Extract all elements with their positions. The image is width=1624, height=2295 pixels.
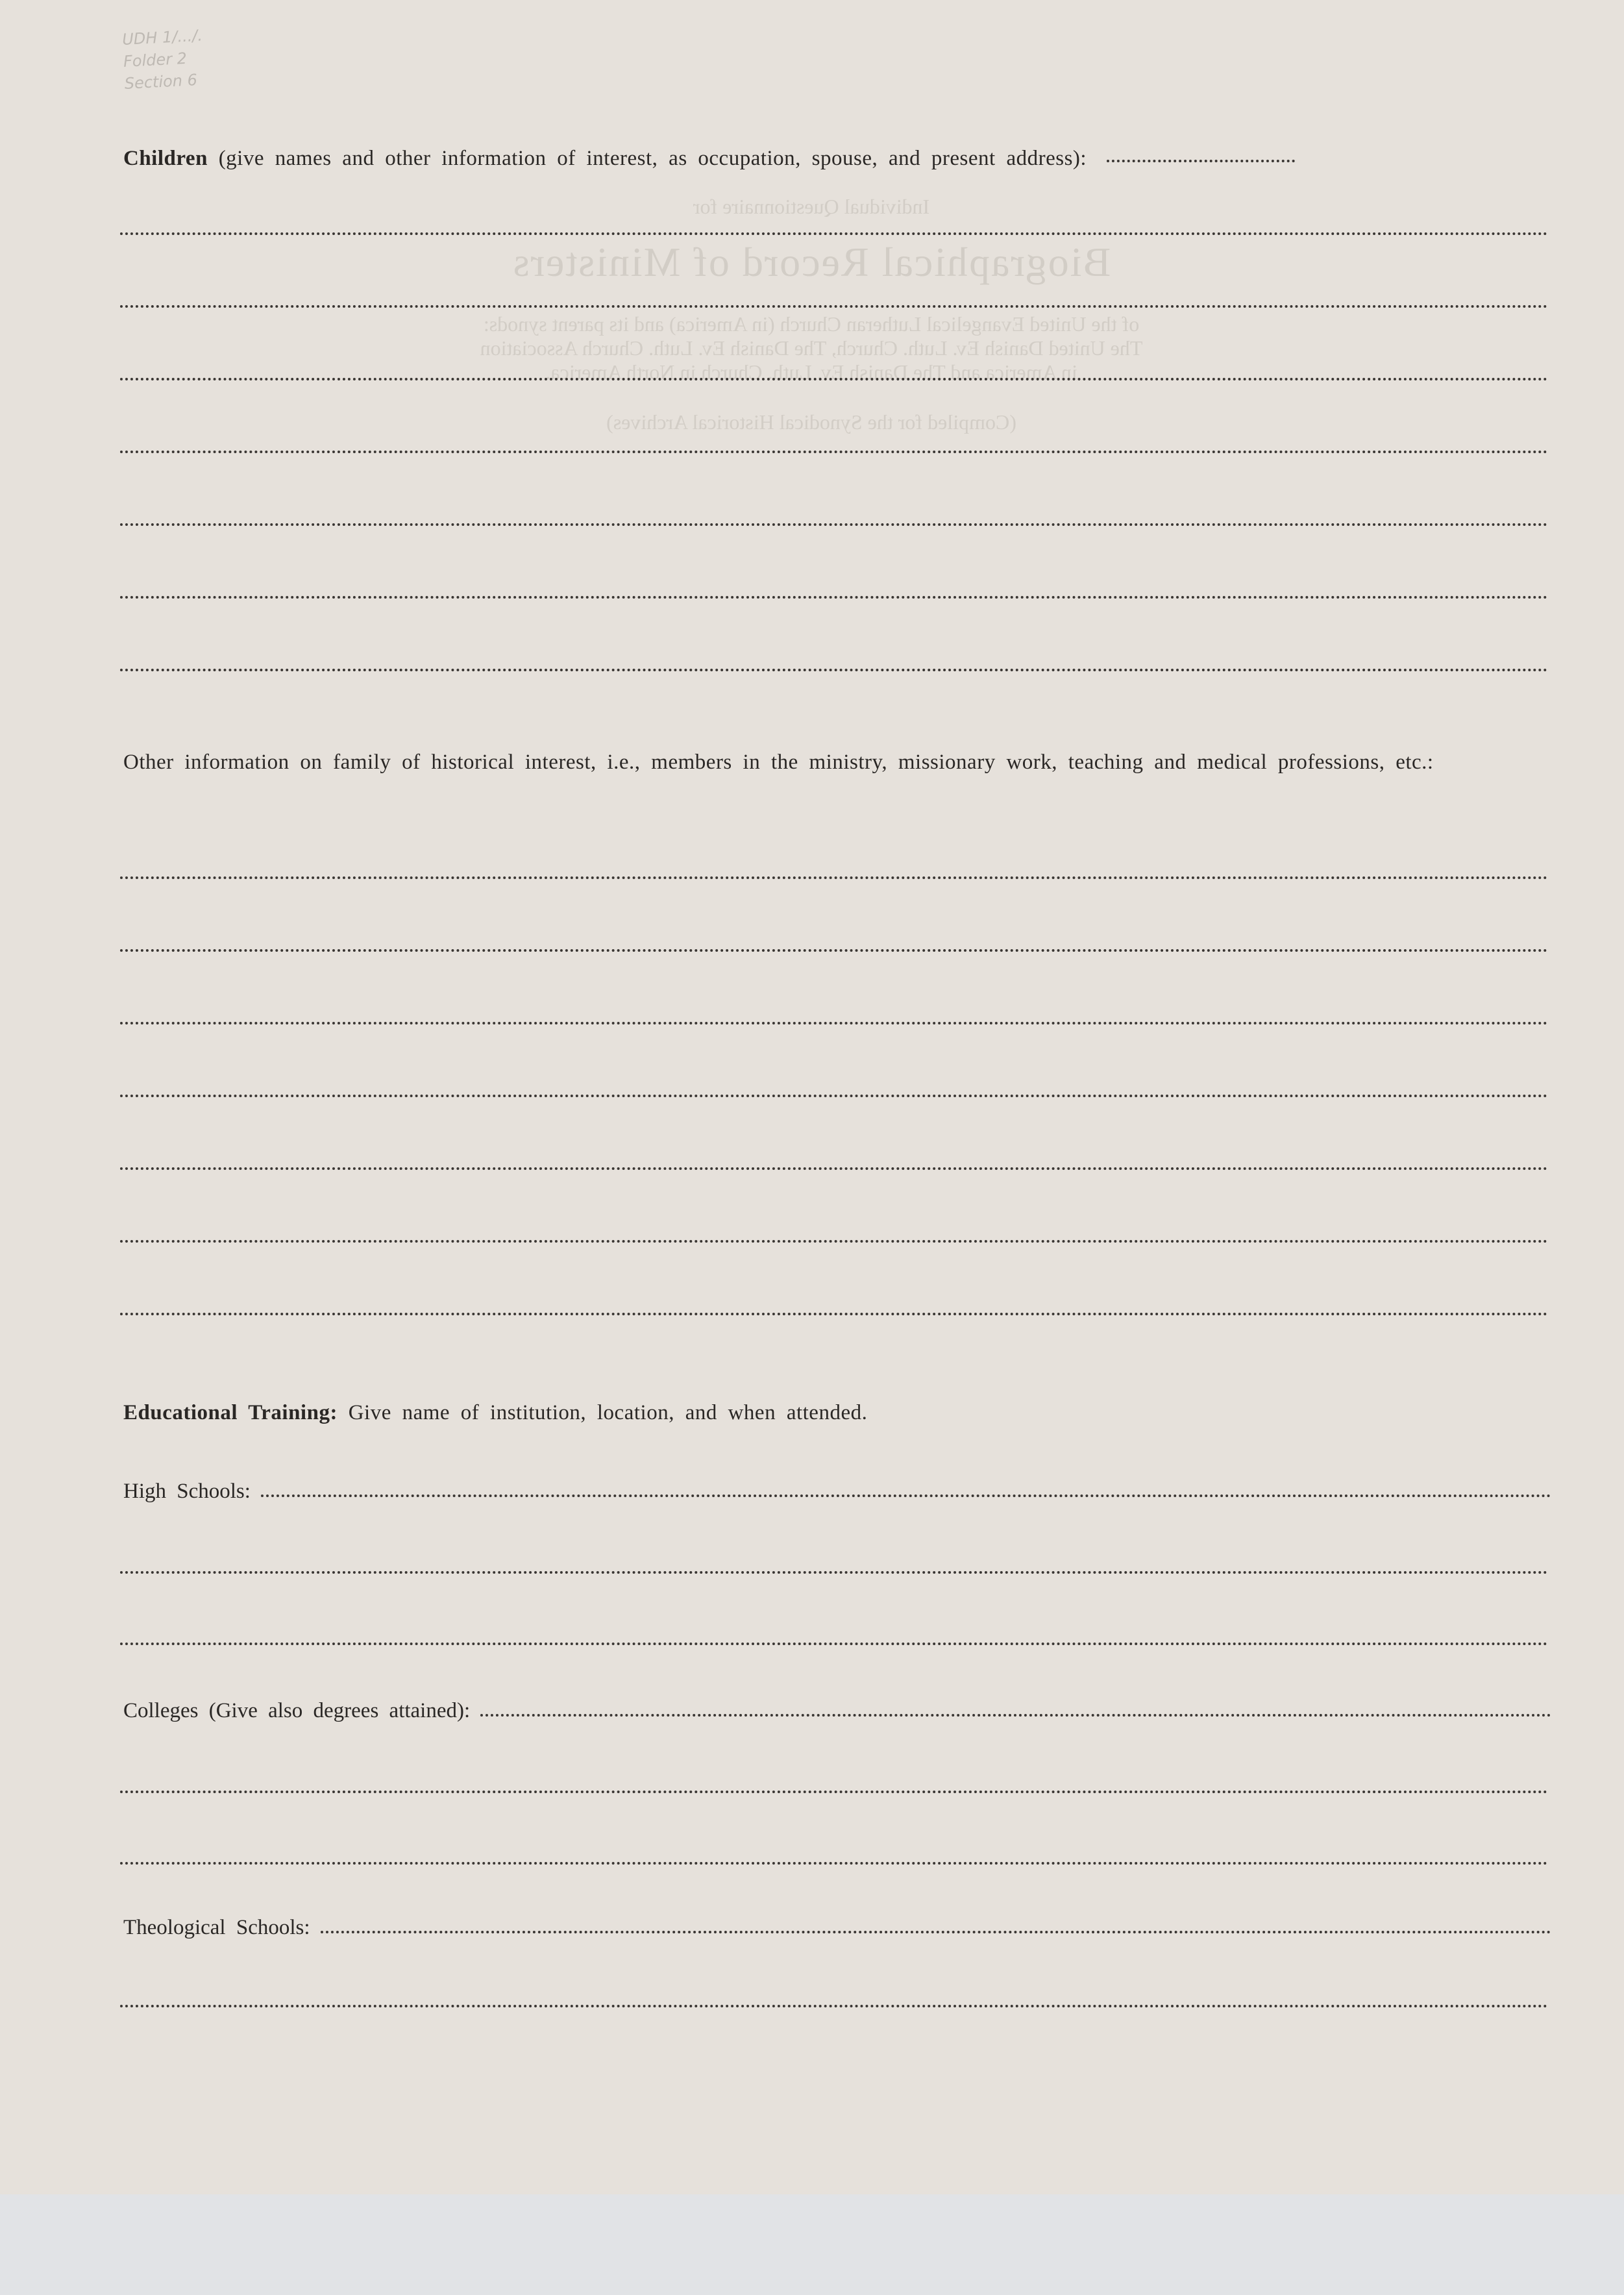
children-heading: Children xyxy=(123,147,208,170)
high-schools-answer-line[interactable] xyxy=(120,1571,1548,1574)
children-answer-line[interactable] xyxy=(120,451,1548,453)
show-through-line: of the United Evangelical Lutheran Church (in America) and its parent synods: xyxy=(483,312,1140,336)
family-history-prompt: Other information on family of historical interest, i.e., members in the ministry, missionary work, teaching and medical professions, etc.: xyxy=(123,751,1434,774)
colleges-label: Colleges (Give also degrees attained): xyxy=(123,1699,471,1722)
colleges-answer-line[interactable] xyxy=(120,1791,1548,1793)
family-history-answer-line[interactable] xyxy=(120,1240,1548,1243)
family-history-answer-line[interactable] xyxy=(120,1022,1548,1024)
theological-schools-answer-line[interactable] xyxy=(321,1931,1551,1933)
show-through-title: Biographical Record of Ministers xyxy=(511,239,1111,285)
children-instructions: (give names and other information of interest, as occupation, spouse, and present address): xyxy=(218,147,1087,170)
archive-note-line: Section 6 xyxy=(124,71,198,93)
family-history-answer-line[interactable] xyxy=(120,1313,1548,1315)
children-answer-line[interactable] xyxy=(120,378,1548,380)
archive-note-line: UDH 1/.../. xyxy=(121,26,203,49)
archive-note-line: Folder 2 xyxy=(123,49,188,71)
theological-schools-answer-line[interactable] xyxy=(120,2005,1548,2007)
theological-schools-row xyxy=(123,1909,1551,1940)
show-through-subtitle: Individual Questionnaire for xyxy=(693,195,930,218)
show-through-line: The United Danish Ev. Luth. Church, The Danish Ev. Luth. Church Association xyxy=(480,336,1143,360)
show-through-line: (Compiled for the Synodical Historical Archives) xyxy=(606,410,1016,434)
children-answer-line[interactable] xyxy=(1107,160,1295,162)
colleges-answer-line[interactable] xyxy=(480,1714,1551,1717)
children-answer-line[interactable] xyxy=(120,669,1548,671)
family-history-answer-line[interactable] xyxy=(120,1095,1548,1097)
high-schools-answer-line[interactable] xyxy=(120,1643,1548,1645)
colleges-answer-line[interactable] xyxy=(120,1862,1548,1865)
children-answer-line[interactable] xyxy=(120,596,1548,599)
theological-schools-label: Theological Schools: xyxy=(123,1916,310,1939)
family-history-answer-line[interactable] xyxy=(120,876,1548,879)
education-instructions: Give name of institution, location, and when attended. xyxy=(348,1401,868,1424)
education-prompt xyxy=(123,1397,1545,1428)
colleges-row xyxy=(123,1692,1551,1723)
show-through-text xyxy=(325,195,1298,434)
high-schools-row xyxy=(123,1472,1551,1504)
show-through-line: in America and The Danish Ev. Luth. Church in North America. xyxy=(545,360,1077,384)
children-answer-line[interactable] xyxy=(120,523,1548,526)
high-schools-label: High Schools: xyxy=(123,1480,251,1503)
education-heading: Educational Training: xyxy=(123,1401,338,1424)
children-answer-line[interactable] xyxy=(120,232,1548,235)
scanner-background xyxy=(0,2194,1624,2295)
family-history-answer-line[interactable] xyxy=(120,949,1548,952)
archive-note xyxy=(121,23,222,95)
children-prompt xyxy=(123,143,1545,174)
children-answer-line[interactable] xyxy=(120,305,1548,308)
family-history-answer-line[interactable] xyxy=(120,1167,1548,1170)
high-schools-answer-line[interactable] xyxy=(261,1495,1551,1497)
